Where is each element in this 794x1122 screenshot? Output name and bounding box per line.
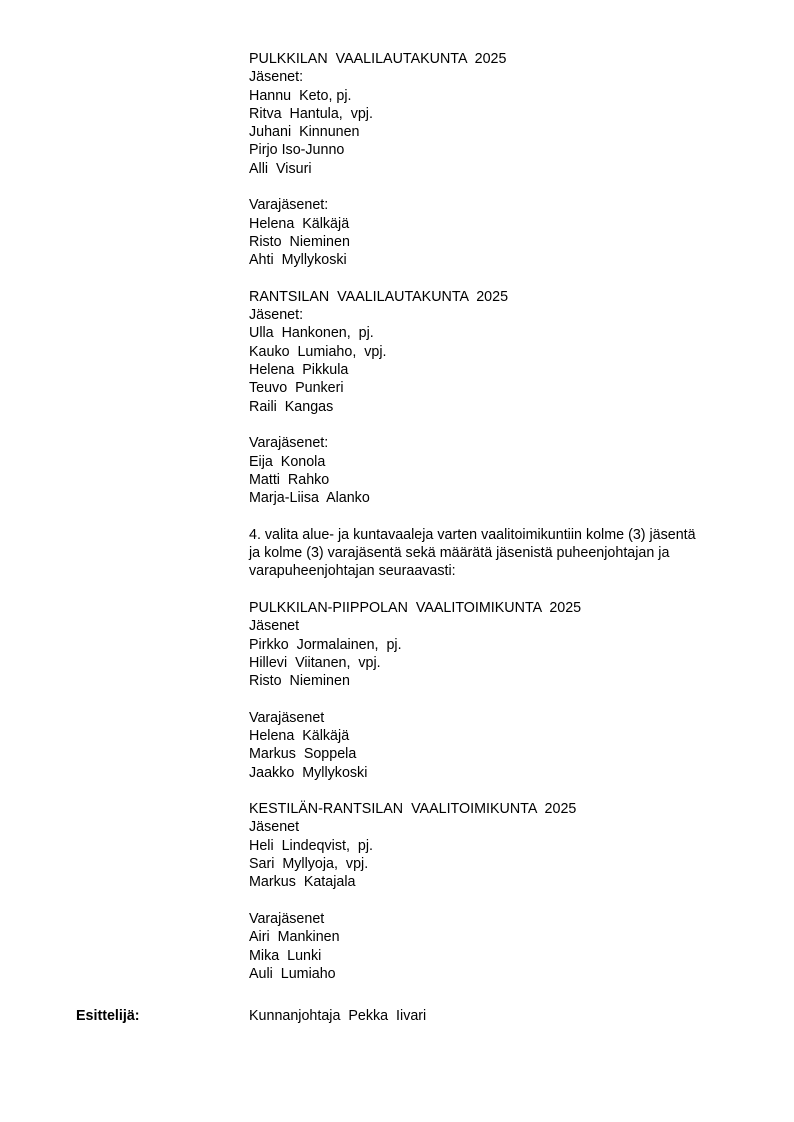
deputy-name: Jaakko Myllykoski <box>249 764 368 781</box>
deputies-label: Varajäsenet: <box>249 197 329 214</box>
members-label: Jäsenet: <box>249 69 304 86</box>
member-name: Raili Kangas <box>249 398 334 415</box>
deputy-name: Airi Mankinen <box>249 929 340 946</box>
deputy-name: Markus Soppela <box>249 746 357 763</box>
members-label: Jäsenet: <box>249 307 304 324</box>
member-name: Hannu Keto, pj. <box>249 87 352 104</box>
member-name: Helena Pikkula <box>249 362 349 379</box>
deputies-label: Varajäsenet: <box>249 435 329 452</box>
members-label: Jäsenet <box>249 819 300 836</box>
member-name: Markus Katajala <box>249 874 356 891</box>
committee-title: PULKKILAN-PIIPPOLAN VAALITOIMIKUNTA 2025 <box>249 599 582 616</box>
member-name: Alli Visuri <box>249 160 312 177</box>
deputies-label: Varajäsenet <box>249 709 325 726</box>
document-body <box>249 50 709 983</box>
member-name: Sari Myllyoja, vpj. <box>249 856 369 873</box>
deputy-name: Helena Kälkäjä <box>249 215 350 232</box>
member-name: Ritva Hantula, vpj. <box>249 105 373 122</box>
deputy-name: Ahti Myllykoski <box>249 252 347 269</box>
member-name: Pirkko Jormalainen, pj. <box>249 636 402 653</box>
deputy-name: Risto Nieminen <box>249 233 350 250</box>
member-name: Ulla Hankonen, pj. <box>249 325 374 342</box>
deputy-name: Auli Lumiaho <box>249 965 336 982</box>
deputy-name: Marja-Liisa Alanko <box>249 490 370 507</box>
deputy-name: Helena Kälkäjä <box>249 727 350 744</box>
member-name: Hillevi Viitanen, vpj. <box>249 654 381 671</box>
member-name: Risto Nieminen <box>249 673 350 690</box>
member-name: Heli Lindeqvist, pj. <box>249 837 373 854</box>
member-name: Kauko Lumiaho, vpj. <box>249 343 387 360</box>
member-name: Teuvo Punkeri <box>249 380 344 397</box>
deputies-label: Varajäsenet <box>249 910 325 927</box>
deputy-name: Mika Lunki <box>249 947 322 964</box>
members-label: Jäsenet <box>249 618 300 635</box>
presenter-value: Kunnanjohtaja Pekka Iivari <box>249 1008 427 1024</box>
member-name: Pirjo Iso-Junno <box>249 142 345 159</box>
presenter-label: Esittelijä: <box>76 1008 140 1024</box>
member-name: Juhani Kinnunen <box>249 124 360 141</box>
decision-item-text: 4. valita alue- ja kuntavaaleja varten vaalitoimikuntiin kolme (3) jäsentä ja kolme (3) varajäsentä sekä määrätä jäsenistä puheenjohtajan ja varapuheenjohtajan seuraavasti: <box>249 526 696 580</box>
deputy-name: Matti Rahko <box>249 471 330 488</box>
committee-title: KESTILÄN-RANTSILAN VAALITOIMIKUNTA 2025 <box>249 801 577 818</box>
deputy-name: Eija Konola <box>249 453 326 470</box>
section-title: RANTSILAN VAALILAUTAKUNTA 2025 <box>249 288 509 305</box>
section-title: PULKKILAN VAALILAUTAKUNTA 2025 <box>249 51 507 67</box>
